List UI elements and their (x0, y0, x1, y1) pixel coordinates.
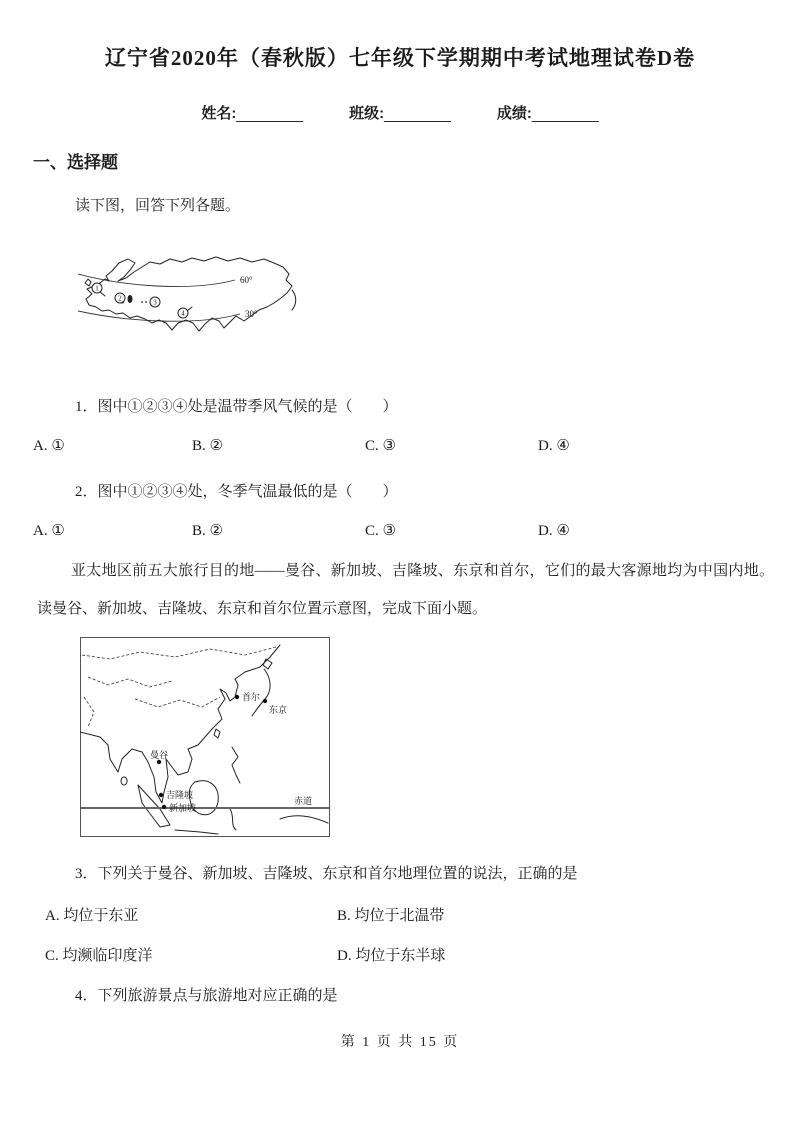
singapore-dot (162, 805, 166, 809)
student-info-row (0, 102, 800, 123)
tokyo-dot (263, 699, 267, 703)
equator-label: 赤道 (294, 796, 313, 806)
asia-cities-map-figure (80, 637, 330, 837)
question-3-option-c: C. 均濒临印度洋 (45, 948, 153, 964)
eurasia-map-drawing (78, 250, 313, 345)
latitude-30-label: 30° (245, 309, 258, 319)
border-dashes-north (82, 647, 276, 659)
marker-1-leader (100, 292, 105, 296)
border-dashes-west (84, 697, 94, 727)
question-1-option-a: A. ① (33, 438, 65, 454)
question-3-option-a: A. 均位于东亚 (45, 908, 139, 924)
question-2-option-d: D. ④ (538, 523, 570, 539)
seoul-label: 首尔 (242, 692, 261, 702)
name-blank: ________ (236, 106, 304, 123)
section-1-heading: 一、选择题 (33, 153, 118, 172)
question-3-option-d: D. 均位于东半球 (337, 948, 446, 964)
score-label: 成绩: (496, 105, 532, 122)
question-1-stem: 1．图中①②③④处是温带季风气候的是（ ） (75, 399, 398, 415)
class-label: 班级: (349, 105, 385, 122)
latitude-60-label: 60° (240, 275, 253, 285)
marker-1-label: 1 (95, 284, 99, 293)
name-field (201, 102, 303, 123)
question-4-stem: 4．下列旅游景点与旅游地对应正确的是 (75, 988, 338, 1004)
bangkok-label: 曼谷 (150, 750, 169, 760)
question-3-stem: 3．下列关于曼谷、新加坡、吉隆坡、东京和首尔地理位置的说法，正确的是 (75, 866, 578, 882)
border-dashes-central (88, 677, 172, 687)
question-3-option-b: B. 均位于北温带 (337, 908, 445, 924)
marker-3-label: 3 (153, 298, 157, 307)
class-blank: ________ (384, 106, 451, 123)
question-1-option-c: C. ③ (365, 438, 396, 454)
bangkok-dot (157, 760, 161, 764)
page-title: 辽宁省2020年（春秋版）七年级下学期期中考试地理试卷D卷 (104, 46, 696, 70)
sulawesi-island (230, 809, 236, 830)
japan-arc (292, 290, 296, 310)
dot-decoration (145, 301, 147, 303)
question-1-option-d: D. ④ (538, 438, 570, 454)
britain-island (85, 279, 91, 286)
question-2-option-c: C. ③ (365, 523, 396, 539)
dot-decoration (141, 301, 143, 303)
new-guinea-coast (280, 816, 328, 823)
philippines-islands (232, 747, 240, 783)
sri-lanka-island (121, 777, 127, 785)
kuala-lumpur-dot (159, 793, 163, 797)
class-field (349, 102, 451, 123)
question-2-option-b: B. ② (192, 523, 223, 539)
seoul-dot (235, 695, 239, 699)
marker-4-label: 4 (181, 309, 185, 318)
java-island (175, 830, 218, 834)
section-1-intro: 读下图，回答下列各题。 (75, 198, 241, 214)
score-field (497, 102, 599, 123)
asia-map-drawing (80, 637, 330, 837)
caspian-sea-blob (128, 295, 133, 303)
question-1-option-b: B. ② (192, 438, 223, 454)
border-dashes-china (135, 697, 220, 707)
singapore-label: 新加坡 (169, 803, 197, 813)
marker-2-label: 2 (118, 294, 122, 303)
question-2-option-a: A. ① (33, 523, 65, 539)
name-label: 姓名: (201, 105, 237, 122)
tokyo-label: 东京 (269, 705, 288, 715)
taiwan-island (214, 729, 220, 738)
eurasia-climate-map-figure (78, 250, 313, 345)
latitude-60-line (78, 274, 235, 287)
score-blank: ________ (531, 106, 599, 123)
question-2-stem: 2．图中①②③④处，冬季气温最低的是（ ） (75, 484, 398, 500)
reading-passage: 亚太地区前五大旅行目的地——曼谷、新加坡、吉隆坡、东京和首尔，它们的最大客源地均为中国内地。读曼谷、新加坡、吉隆坡、东京和首尔位置示意图，完成下面小题。 (37, 563, 774, 617)
kuala-lumpur-label: 吉隆坡 (166, 790, 194, 800)
asia-coastline (80, 645, 280, 803)
hokkaido-island (263, 659, 272, 669)
page-number: 第 1 页 共 15 页 (340, 1035, 460, 1050)
